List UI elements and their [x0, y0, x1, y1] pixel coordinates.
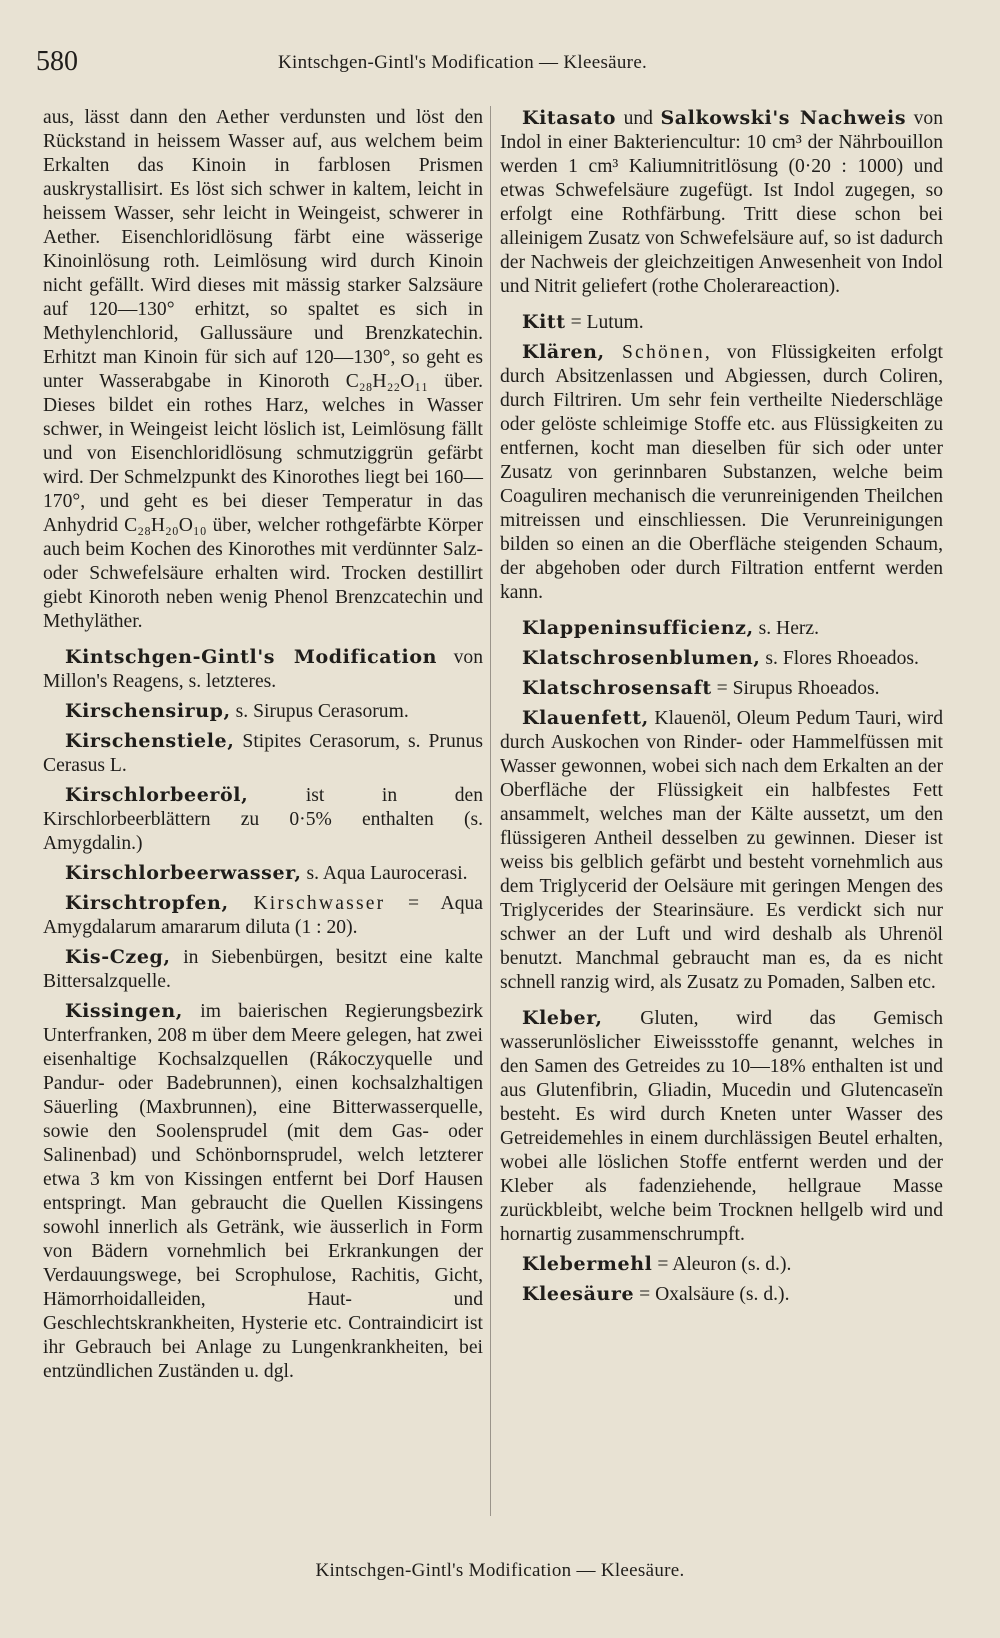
entry-text: = Aleuron (s. d.). [652, 1254, 792, 1275]
headword: Kitasato [522, 107, 617, 129]
headword: Kirschtropfen, [65, 892, 229, 914]
entry-kirschensirup [43, 699, 483, 724]
page-footer: Kintschgen-Gintl's Modification — Kleesäure. [315, 1560, 685, 1581]
entry-text: Gluten, wird das Gemisch wasserunlöslicher Eiweissstoffe genannt, welches in den Samen des Getreides zu 10—18% enthalten ist und aus Glutenfibrin, Gliadin, Mucedin und Glutencaseïn besteht. Es wird durch Kneten unter Wasser des Getreidemehles in einem durchlässigen Beutel erhalten, wobei alle löslichen Stoffe entfernt werden und der Kleber als fadenziehende, hellgraue Masse zurückbleibt, welche beim Trocknen hellgelb wird und hornartig zusammenschrumpft. [500, 1008, 943, 1245]
entry-kitasato [500, 106, 943, 299]
entry-text: und [616, 108, 661, 129]
entry-klappeninsufficienz [500, 616, 943, 641]
headword: Klebermehl [522, 1253, 653, 1275]
headword: Kissingen, [65, 1000, 183, 1022]
entry-text: im baierischen Regierungsbezirk Unterfranken, 208 m über dem Meere gelegen, hat zwei eisenhaltige Kochsalzquellen (Rákoczyquelle und Pandur- oder Badebrunnen), einen kochsalzhaltigen Säuerling (Maxbrunnen), eine Bitterwasserquelle, sowie den Soolensprudel (mit dem Gas- oder Salinenbad) und Schönbornsprudel, welch letzterer etwa 3 km von Kissingen entfernt bei Dorf Hausen entspringt. Man gebraucht die Quellen Kissingens sowohl innerlich als Getränk, wie äusserlich in Form von Bädern vornehmlich bei Erkrankungen der Verdauungswege, bei Scrophulose, Rachitis, Gicht, Hämorrhoidalleiden, Haut- und Geschlechtskrankheiten, Hysterie etc. Contraindicirt ist ihr Gebrauch bei Anlage zu Lungenkrankheiten, bei entzündlichen Zuständen u. dgl. [43, 1001, 483, 1382]
headword: Klatschrosenblumen, [522, 647, 761, 669]
headword: Kirschlorbeerwasser, [65, 862, 302, 884]
entry-klatschrosensaft [500, 676, 943, 701]
entry-text: = Oxalsäure (s. d.). [634, 1284, 790, 1305]
running-title: Kintschgen-Gintl's Modification — Kleesäure. [278, 52, 648, 73]
entry-kissingen [43, 999, 483, 1384]
spaced-synonym: Kirschwasser [228, 893, 386, 914]
page-header [36, 46, 960, 82]
entry-text: von Millon's Reagens, s. letzteres. [43, 647, 483, 692]
entry-klaeren [500, 340, 943, 605]
page-number: 580 [36, 46, 78, 77]
entry-text: Stipites Cerasorum, s. Prunus Cerasus L. [43, 731, 483, 776]
continuation-paragraph: aus, lässt dann den Aether verdunsten und löst den Rückstand in heissem Wasser auf, aus welchem beim Erkalten das Kinoin in farblosen Prismen auskrystallisirt. Es löst sich schwer in kaltem, leicht in heissem Wasser, sehr leicht in Weingeist, schwerer in Aether. Eisenchloridlösung färbt eine wässerige Kinoinlösung roth. Leimlösung wird durch Kinoin nicht gefällt. Wird dieses mit mässig starker Salzsäure auf 120—130° erhitzt, so spaltet es sich in Methylenchlorid, Gallussäure und Brenzkatechin. Erhitzt man Kinoin für sich auf 120—130°, so geht es unter Wasserabgabe in Kinoroth C₂₈H₂₂O₁₁ über. Dieses bildet ein rothes Harz, welches in Wasser schwer, in Weingeist leicht löslich ist, Leimlösung fällt und von Eisenchloridlösung schmutziggrün gefärbt wird. Der Schmelzpunkt des Kinorothes liegt bei 160—170°, und geht es bei dieser Temperatur in das Anhydrid C₂₈H₂₀O₁₀ über, welcher rothgefärbte Körper auch beim Kochen des Kinorothes mit verdünnter Salz- oder Schwefelsäure erhalten wird. Trocken destillirt giebt Kinoroth neben wenig Phenol Brenzcatechin und Methyläther. [43, 107, 483, 632]
entry-text: s. Aqua Laurocerasi. [301, 863, 468, 884]
entry-klebermehl [500, 1252, 943, 1277]
headword: Klappeninsufficienz, [522, 617, 754, 639]
entry-text: ist in den Kirschlorbeerblättern zu 0·5% enthalten (s. Amygdalin.) [43, 785, 483, 854]
headword: Klatschrosensaft [522, 677, 712, 699]
headword: Kirschensirup, [65, 700, 231, 722]
headword: Kirschlorbeeröl, [65, 784, 249, 806]
entry-text: s. Sirupus Cerasorum. [230, 701, 409, 722]
headword: Klauenfett, [522, 707, 649, 729]
entry-text: = Aqua Amygdalarum amararum diluta (1 : 20). [43, 893, 483, 938]
headword: Kitt [522, 311, 566, 333]
entry-kirschlorbeeroel [43, 783, 483, 856]
left-column [43, 106, 483, 1389]
entry-kleber [500, 1006, 943, 1247]
entry-text: Klauenöl, Oleum Pedum Tauri, wird durch Auskochen von Rinder- oder Hammelfüssen mit Wasser gewonnen, wobei sich nach dem Erkalten an der Oberfläche der Flüssigkeit ein halbfestes Fett ansammelt, welches man der Kälte aussetzt, um den flüssigeren Antheil desselben zu gewinnen. Dieser ist weiss bis gelblich gefärbt und besteht vornehmlich aus dem Triglycerid der Oelsäure mit geringen Mengen des Triglycerides der Stearinsäure. Es verdickt sich nur schwer an der Luft und wird deshalb als Uhrenöl benutzt. Manchmal gebraucht man es, da es nicht schnell ranzig wird, als Zusatz zu Pomaden, Salben etc. [500, 708, 943, 993]
headword: Klären, [522, 341, 605, 363]
column-divider [490, 106, 491, 1516]
headword: Kintschgen-Gintl's Modification [65, 646, 438, 668]
entry-text: = Sirupus Rhoeados. [711, 678, 880, 699]
entry-text: = Lutum. [565, 312, 644, 333]
entry-kitt [500, 310, 943, 335]
entry-kleesaeure [500, 1282, 943, 1307]
headword: Kleber, [522, 1007, 603, 1029]
entry-text: s. Herz. [753, 618, 820, 639]
entry-text: von Indol in einer Bakteriencultur: 10 cm³ der Nährbouillon werden 1 cm³ Kaliumnitritlösung (0·20 : 1000) und etwas Schwefelsäure zugefügt. Ist Indol zugegen, so erfolgt eine Rothfärbung. Tritt diese schon bei alleinigem Zusatz von Schwefelsäure auf, so ist dadurch der Nachweis der gleichzeitigen Anwesenheit von Indol und Nitrit geliefert (rothe Cholerareaction). [500, 108, 944, 297]
entry-text: s. Flores Rhoeados. [760, 648, 919, 669]
headword-secondary: Salkowski's Nachweis [660, 107, 907, 129]
right-column [500, 106, 943, 1312]
entry-kintschgen [43, 645, 483, 694]
headword: Kis-Czeg, [65, 946, 171, 968]
entry-kirschtropfen [43, 891, 483, 940]
entry-text: in Siebenbürgen, besitzt eine kalte Bittersalzquelle. [43, 947, 483, 992]
headword: Kleesäure [522, 1283, 635, 1305]
entry-kirschlorbeerwasser [43, 861, 483, 886]
entry-kis-czeg [43, 945, 483, 994]
spaced-synonym: Schönen, [604, 342, 712, 363]
entry-text: von Flüssigkeiten erfolgt durch Absitzenlassen und Abgiessen, durch Coliren, durch Filtriren. Um sehr fein vertheilte Niederschläge oder gelöste schleimige Stoffe etc. aus Flüssigkeiten zu entfernen, kocht man dieselben für sich oder unter Zusatz von gerinnbaren Substanzen, welche beim Coaguliren mechanisch die verunreinigenden Theilchen mitreissen und einschliessen. Die Verunreinigungen bilden so einen an die Oberfläche steigenden Schaum, der abgehoben oder durch Filtration entfernt werden kann. [500, 342, 943, 603]
entry-klatschrosenblumen [500, 646, 943, 671]
entry-kirschenstiele [43, 729, 483, 778]
headword: Kirschenstiele, [65, 730, 235, 752]
entry-klauenfett [500, 706, 943, 995]
